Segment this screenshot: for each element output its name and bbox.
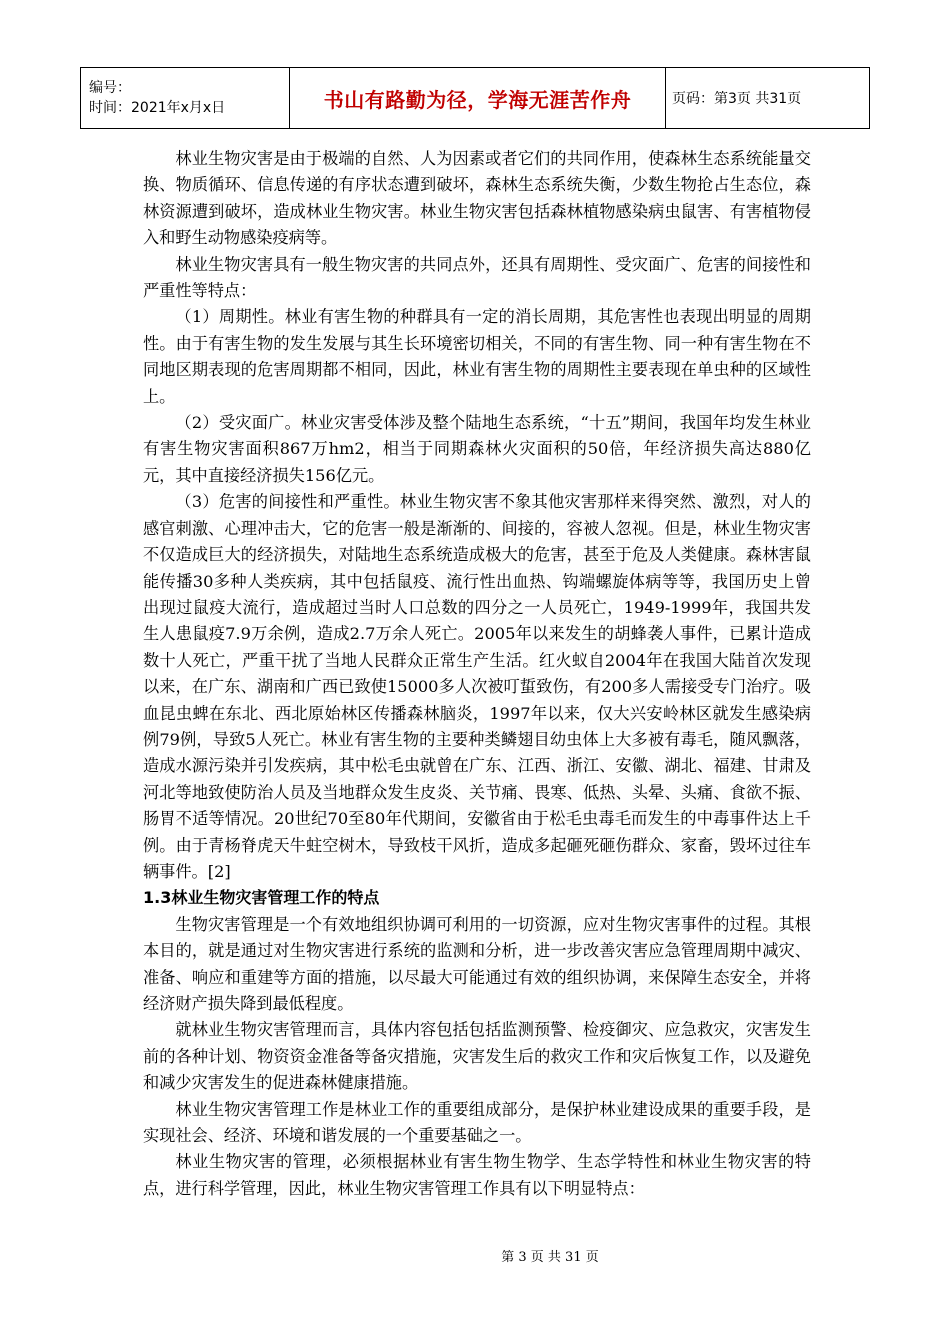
section-heading: 1.3林业生物灾害管理工作的特点 (143, 888, 380, 908)
document-body (143, 146, 811, 1202)
paragraph: 林业生物灾害管理工作是林业工作的重要组成部分，是保护林业建设成果的重要手段，是实现社会、经济、环境和谐发展的一个重要基础之一。 (143, 1099, 811, 1146)
paragraph: 生物灾害管理是一个有效地组织协调可利用的一切资源，应对生物灾害事件的过程。其根本目的，就是通过对生物灾害进行系统的监测和分析，进一步改善灾害应急管理周期中减灾、准备、响应和重建等方面的措施，以尽最大可能通过有效的组织协调，来保障生态安全，并将经济财产损失降到最低程度。 (143, 914, 811, 1013)
header-meta (81, 68, 290, 129)
page-footer: 第 3 页 共 31 页 (501, 1250, 599, 1265)
paragraph: 林业生物灾害的管理，必须根据林业有害生物生物学、生态学特性和林业生物灾害的特点，进行科学管理，因此，林业生物灾害管理工作具有以下明显特点： (143, 1152, 811, 1198)
page-header (80, 67, 870, 129)
code-label: 编号： (89, 80, 131, 96)
paragraph: 林业生物灾害是由于极端的自然、人为因素或者它们的共同作用，使森林生态系统能量交换、物质循环、信息传递的有序状态遭到破坏，森林生态系统失衡，少数生物抢占生态位，森林资源遭到破坏，造成林业生物灾害。林业生物灾害包括森林植物感染病虫鼠害、有害植物侵入和野生动物感染疫病等。 (143, 149, 811, 248)
header-page-info: 页码：第3页 共31页 (666, 68, 870, 129)
paragraph: 就林业生物灾害管理而言，具体内容包括包括监测预警、检疫御灾、应急救灾，灾害发生前的各种计划、物资资金准备等备灾措施，灾害发生后的救灾工作和灾后恢复工作，以及避免和减少灾害发生的促进森林健康措施。 (143, 1020, 811, 1093)
paragraph: （1）周期性。林业有害生物的种群具有一定的消长周期，其危害性也表现出明显的周期性。由于有害生物的发生发展与其生长环境密切相关，不同的有害生物、同一种有害生物在不同地区期表现的危害周期都不相同，因此，林业有害生物的周期性主要表现在单虫种的区域性上。 (143, 307, 811, 406)
paragraph: 林业生物灾害具有一般生物灾害的共同点外，还具有周期性、受灾面广、危害的间接性和严重性等特点： (143, 254, 811, 301)
paragraph: （2）受灾面广。林业灾害受体涉及整个陆地生态系统，“十五”期间，我国年均发生林业有害生物灾害面积867万hm2，相当于同期森林火灾面积的50倍，年经济损失高达880亿元，其中直接经济损失156亿元。 (143, 413, 811, 485)
header-motto: 书山有路勤为径，学海无涯苦作舟 (290, 68, 666, 129)
paragraph: （3）危害的间接性和严重性。林业生物灾害不象其他灾害那样来得突然、激烈，对人的感官刺激、心理冲击大，它的危害一般是渐渐的、间接的，容被人忽视。但是，林业生物灾害不仅造成巨大的经济损失，对陆地生态系统造成极大的危害，甚至于危及人类健康。森林害鼠能传播30多种人类疾病，其中包括鼠疫、流行性出血热、钩端螺旋体病等等，我国历史上曾出现过鼠疫大流行，造成超过当时人口总数的四分之一人员死亡，1949-1999年，我国共发生人患鼠疫7.9万余例，造成2.7万余人死亡。2005年以来发生的胡蜂袭人事件，已累计造成数十人死亡，严重干扰了当地人民群众正常生产生活。红火蚁自2004年在我国大陆首次发现以来，在广东、湖南和广西已致使15000多人次被叮蜇致伤，有200多人需接受专门治疗。吸血昆虫蜱在东北、西北原始林区传播森林脑炎，1997年以来，仅大兴安岭林区就发生感染病例79例，导致5人死亡。林业有害生物的主要种类鳞翅目幼虫体上大多被有毒毛，随风飘落，造成水源污染并引发疾病，其中松毛虫就曾在广东、江西、浙江、安徽、湖北、福建、甘肃及河北等地致使防治人员及当地群众发生皮炎、关节痛、畏寒、低热、头晕、头痛、食欲不振、肠胃不适等情况。20世纪70至80年代期间，安徽省由于松毛虫毒毛而发生的中毒事件达上千例。由于青杨脊虎天牛蛀空树木，导致枝干风折，造成多起砸死砸伤群众、家畜，毁坏过往车辆事件。[2] (143, 492, 811, 881)
time-label: 时间：2021年x月x日 (89, 100, 226, 116)
